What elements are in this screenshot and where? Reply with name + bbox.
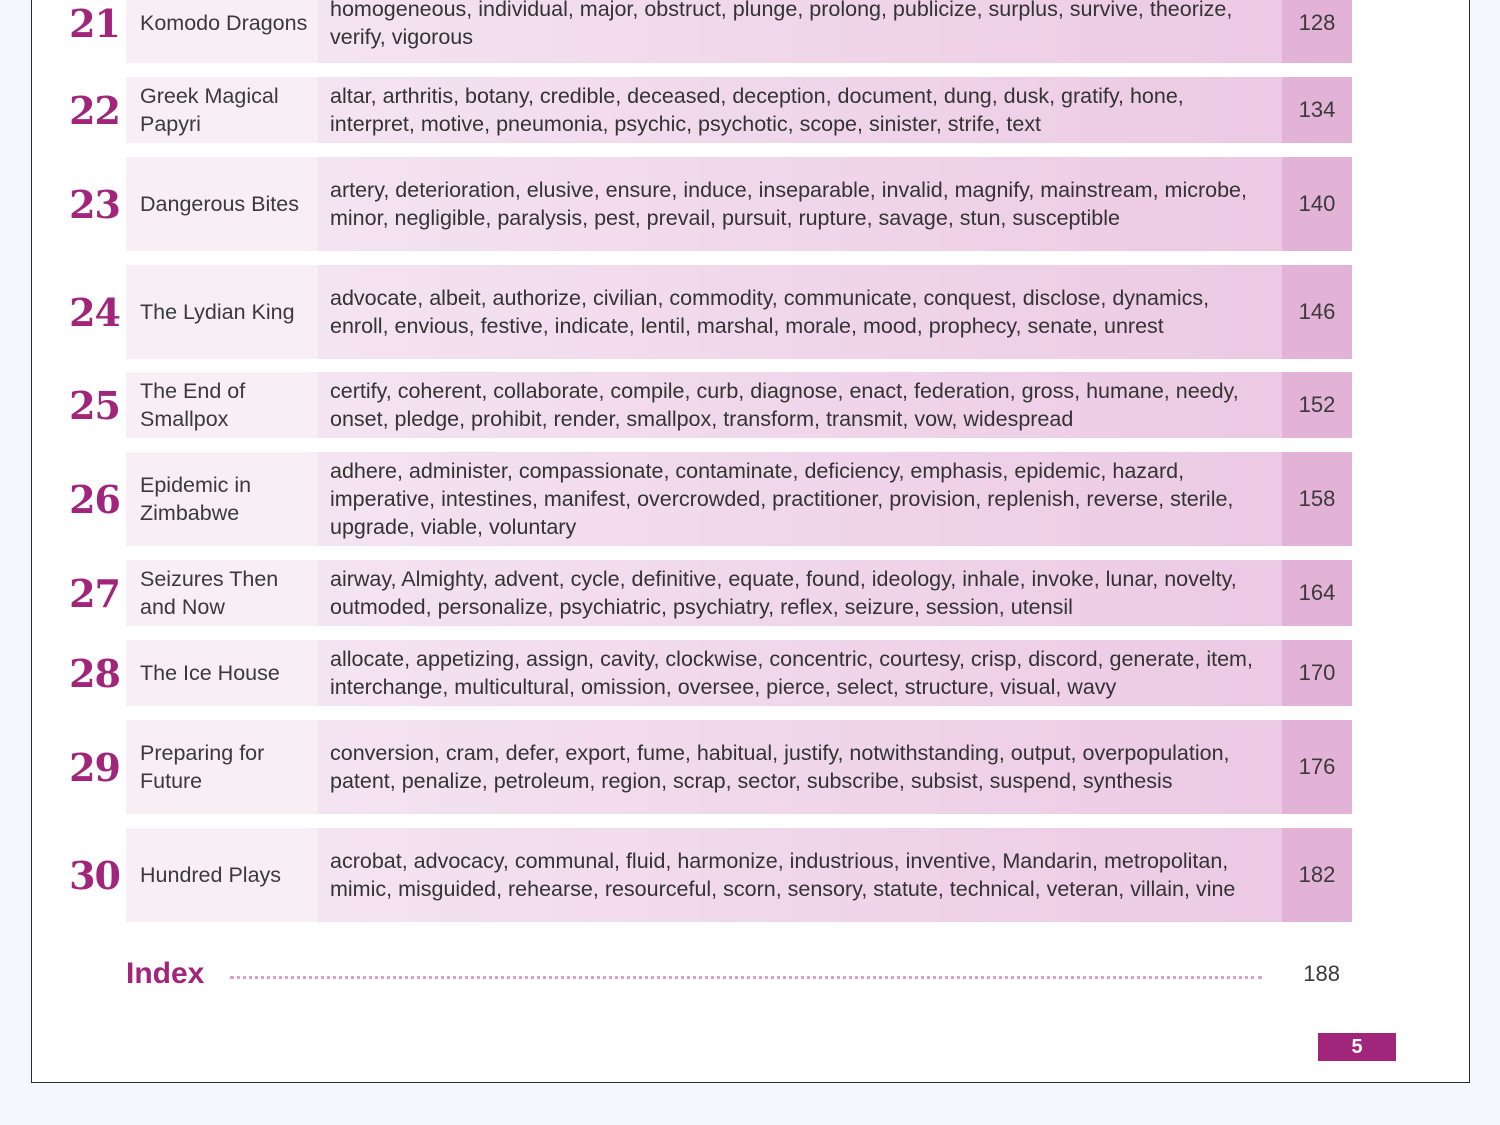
unit-row-22 [69,77,1352,143]
unit-number: 26 [69,476,120,522]
unit-number: 21 [69,0,120,46]
unit-page: 128 [1282,0,1352,63]
unit-title: Greek Magical Papyri [126,77,318,143]
unit-number: 24 [69,289,120,335]
unit-title: Dangerous Bites [126,157,318,251]
unit-number: 29 [69,744,120,790]
unit-row-24 [69,265,1352,359]
unit-page: 164 [1282,560,1352,626]
unit-title: Seizures Then and Now [126,560,318,626]
unit-row-28 [69,640,1352,706]
unit-row-30 [69,828,1352,922]
unit-number: 30 [69,852,120,898]
index-entry [126,952,1340,996]
unit-page: 182 [1282,828,1352,922]
unit-words: conversion, cram, defer, export, fume, habitual, justify, notwithstanding, output, overpopulation, patent, penalize, petroleum, region, scrap, sector, subscribe, subsist, suspend, synthesis [318,720,1282,814]
unit-words: artery, deterioration, elusive, ensure, induce, inseparable, invalid, magnify, mainstream, microbe, minor, negligible, paralysis, pest, prevail, pursuit, rupture, savage, stun, susceptible [318,157,1282,251]
index-page: 188 [1303,961,1340,986]
unit-words: advocate, albeit, authorize, civilian, commodity, communicate, conquest, disclose, dynamics, enroll, envious, festive, indicate, lentil, marshal, morale, mood, prophecy, senate, unrest [318,265,1282,359]
unit-page: 134 [1282,77,1352,143]
unit-page: 140 [1282,157,1352,251]
unit-title: Hundred Plays [126,828,318,922]
unit-title: The Ice House [126,640,318,706]
unit-title: The End of Smallpox [126,372,318,438]
unit-title: Preparing for Future [126,720,318,814]
unit-number: 23 [69,181,120,227]
unit-words: altar, arthritis, botany, credible, deceased, deception, document, dung, dusk, gratify, hone, interpret, motive, pneumonia, psychic, psychotic, scope, sinister, strife, text [318,77,1282,143]
unit-row-29 [69,720,1352,814]
unit-words: acrobat, advocacy, communal, fluid, harmonize, industrious, inventive, Mandarin, metropolitan, mimic, misguided, rehearse, resourceful, scorn, sensory, statute, technical, veteran, villain, vine [318,828,1282,922]
unit-number: 22 [69,87,120,133]
unit-page: 152 [1282,372,1352,438]
unit-page: 146 [1282,265,1352,359]
unit-page: 176 [1282,720,1352,814]
unit-title: Epidemic in Zimbabwe [126,452,318,546]
unit-row-26 [69,452,1352,546]
unit-page: 158 [1282,452,1352,546]
unit-row-23 [69,157,1352,251]
unit-number: 27 [69,570,120,616]
index-label: Index [126,957,205,990]
unit-words: homogeneous, individual, major, obstruct, plunge, prolong, publicize, surplus, survive, theorize, verify, vigorous [318,0,1282,63]
unit-title: The Lydian King [126,265,318,359]
unit-row-25 [69,372,1352,438]
dotted-leader [230,976,1262,979]
book-page [31,0,1470,1083]
unit-row-21 [69,0,1352,63]
page-number-badge: 5 [1318,1033,1396,1061]
unit-words: airway, Almighty, advent, cycle, definitive, equate, found, ideology, inhale, invoke, lunar, novelty, outmoded, personalize, psychiatric, psychiatry, reflex, seizure, session, utensil [318,560,1282,626]
unit-page: 170 [1282,640,1352,706]
unit-words: certify, coherent, collaborate, compile, curb, diagnose, enact, federation, gross, humane, needy, onset, pledge, prohibit, render, smallpox, transform, transmit, vow, widespread [318,372,1282,438]
unit-words: adhere, administer, compassionate, contaminate, deficiency, emphasis, epidemic, hazard, imperative, intestines, manifest, overcrowded, practitioner, provision, replenish, reverse, sterile, upgrade, viable, voluntary [318,452,1282,546]
unit-words: allocate, appetizing, assign, cavity, clockwise, concentric, courtesy, crisp, discord, generate, item, interchange, multicultural, omission, oversee, pierce, select, structure, visual, wavy [318,640,1282,706]
unit-title: Komodo Dragons [126,0,318,63]
unit-number: 28 [69,650,120,696]
unit-row-27 [69,560,1352,626]
unit-number: 25 [69,382,120,428]
